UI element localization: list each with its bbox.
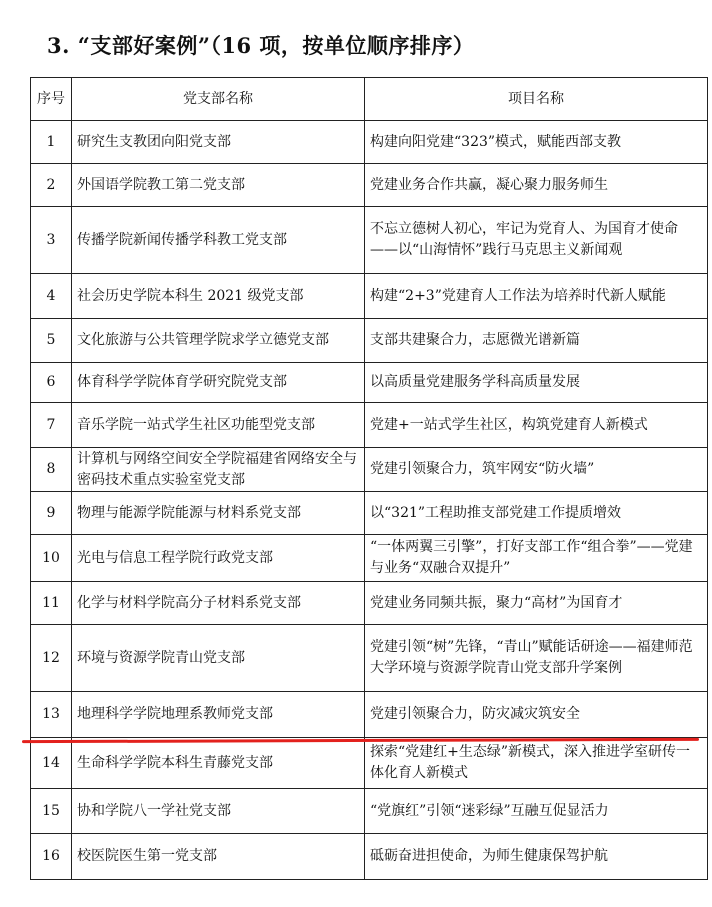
project-name: 党建+一站式学生社区，构筑党建育人新模式 <box>365 403 708 448</box>
row-num: 3 <box>31 207 72 274</box>
table-header-row <box>31 78 708 121</box>
project-name: 党建业务合作共赢，凝心聚力服务师生 <box>365 164 708 207</box>
branch-name: 校医院医生第一党支部 <box>72 834 365 880</box>
table-row <box>31 121 708 164</box>
row-num: 12 <box>31 625 72 692</box>
branch-name: 传播学院新闻传播学科教工党支部 <box>72 207 365 274</box>
row-num: 1 <box>31 121 72 164</box>
row-num: 6 <box>31 363 72 403</box>
branch-name: 音乐学院一站式学生社区功能型党支部 <box>72 403 365 448</box>
table-row <box>31 789 708 834</box>
table-row <box>31 625 708 692</box>
branch-name: 地理科学学院地理系教师党支部 <box>72 692 365 738</box>
table-row <box>31 738 708 789</box>
header-project-name: 项目名称 <box>365 78 708 121</box>
project-name: 以“321”工程助推支部党建工作提质增效 <box>365 492 708 535</box>
table-row <box>31 582 708 625</box>
row-num: 16 <box>31 834 72 880</box>
branch-name: 生命科学学院本科生青藤党支部 <box>72 738 365 789</box>
row-num: 14 <box>31 738 72 789</box>
table-row <box>31 403 708 448</box>
table-row <box>31 834 708 880</box>
row-num: 13 <box>31 692 72 738</box>
project-name: 不忘立德树人初心，牢记为党育人、为国育才使命——以“山海情怀”践行马克思主义新闻观 <box>365 207 708 274</box>
section-title: 3. “支部好案例”（16 项，按单位顺序排序） <box>47 33 475 58</box>
project-name: “党旗红”引领“迷彩绿”互融互促显活力 <box>365 789 708 834</box>
table-row <box>31 164 708 207</box>
project-name: “一体两翼三引擎”，打好支部工作“组合拳”——党建与业务“双融合双提升” <box>365 535 708 582</box>
branch-name: 协和学院八一学社党支部 <box>72 789 365 834</box>
project-name: 砥砺奋进担使命，为师生健康保驾护航 <box>365 834 708 880</box>
project-name: 构建“2+3”党建育人工作法为培养时代新人赋能 <box>365 274 708 319</box>
table-row <box>31 207 708 274</box>
project-name: 党建引领“树”先锋，“青山”赋能话研途——福建师范大学环境与资源学院青山党支部升学案例 <box>365 625 708 692</box>
branch-name: 研究生支教团向阳党支部 <box>72 121 365 164</box>
project-name: 探索“党建红+生态绿”新模式，深入推进学室研传一体化育人新模式 <box>365 738 708 789</box>
row-num: 11 <box>31 582 72 625</box>
table-row <box>31 274 708 319</box>
row-num: 9 <box>31 492 72 535</box>
branch-name: 体育科学学院体育学研究院党支部 <box>72 363 365 403</box>
row-num: 5 <box>31 319 72 363</box>
project-name: 以高质量党建服务学科高质量发展 <box>365 363 708 403</box>
branch-name: 社会历史学院本科生 2021 级党支部 <box>72 274 365 319</box>
project-name: 党建引领聚合力，防灾减灾筑安全 <box>365 692 708 738</box>
row-num: 10 <box>31 535 72 582</box>
row-num: 15 <box>31 789 72 834</box>
branch-name: 环境与资源学院青山党支部 <box>72 625 365 692</box>
table-row <box>31 319 708 363</box>
row-num: 8 <box>31 448 72 492</box>
project-name: 党建引领聚合力，筑牢网安“防火墙” <box>365 448 708 492</box>
branch-name: 光电与信息工程学院行政党支部 <box>72 535 365 582</box>
table-row <box>31 535 708 582</box>
case-table <box>30 77 708 880</box>
branch-name: 化学与材料学院高分子材料系党支部 <box>72 582 365 625</box>
branch-name: 外国语学院教工第二党支部 <box>72 164 365 207</box>
branch-name: 计算机与网络空间安全学院福建省网络安全与密码技术重点实验室党支部 <box>72 448 365 492</box>
table-row <box>31 363 708 403</box>
table-row <box>31 492 708 535</box>
row-num: 2 <box>31 164 72 207</box>
header-branch-name: 党支部名称 <box>72 78 365 121</box>
branch-name: 物理与能源学院能源与材料系党支部 <box>72 492 365 535</box>
row-num: 4 <box>31 274 72 319</box>
project-name: 构建向阳党建“323”模式，赋能西部支教 <box>365 121 708 164</box>
branch-name: 文化旅游与公共管理学院求学立德党支部 <box>72 319 365 363</box>
table-row <box>31 692 708 738</box>
header-num: 序号 <box>31 78 72 121</box>
table-row <box>31 448 708 492</box>
project-name: 支部共建聚合力，志愿微光谱新篇 <box>365 319 708 363</box>
row-num: 7 <box>31 403 72 448</box>
project-name: 党建业务同频共振，聚力“高材”为国育才 <box>365 582 708 625</box>
